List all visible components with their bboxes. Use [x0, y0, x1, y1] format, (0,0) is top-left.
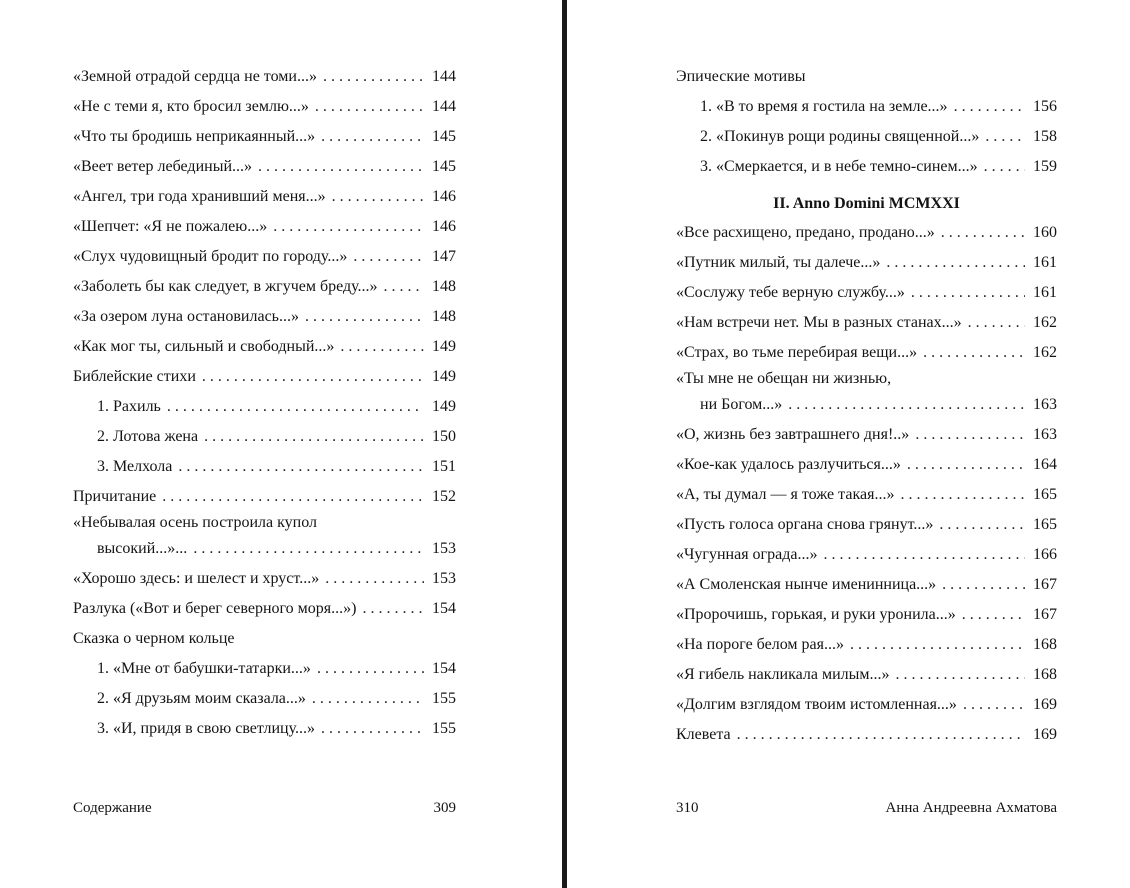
toc-entry-continuation	[73, 534, 456, 564]
toc-entry-page: 161	[1033, 254, 1057, 271]
toc-entry-page: 162	[1033, 314, 1057, 331]
toc-entry-title: «На пороге белом рая...»	[676, 636, 844, 653]
toc-entry-title: «Что ты бродишь неприкаянный...»	[73, 128, 316, 145]
dot-leader	[915, 420, 1025, 450]
toc-entry-title: 2. «Покинув рощи родины священной...»	[700, 128, 980, 145]
dot-leader	[202, 362, 424, 392]
toc-entry-title: «Заболеть бы как следует, в жгучем бреду...»	[73, 278, 378, 295]
dot-leader	[907, 450, 1025, 480]
toc-entry	[676, 720, 1057, 750]
dot-leader	[325, 564, 424, 594]
toc-entry-page: 154	[432, 600, 456, 617]
toc-subentry	[73, 452, 456, 482]
toc-entry-page: 168	[1033, 636, 1057, 653]
toc-subentry	[73, 714, 456, 744]
toc-entry-page: 156	[1033, 98, 1057, 115]
dot-leader	[162, 482, 424, 512]
dot-leader	[384, 272, 424, 302]
book-spine-divider	[562, 0, 567, 888]
toc-entry	[676, 338, 1057, 368]
toc-entry-title: 2. Лотова жена	[97, 428, 199, 445]
toc-entry-title: 1. «В то время я гостила на земле...»	[700, 98, 948, 115]
toc-entry-page: 145	[432, 128, 456, 145]
dot-leader	[323, 62, 424, 92]
toc-entry-page: 165	[1033, 516, 1057, 533]
toc-entry-page: 155	[432, 720, 456, 737]
dot-leader	[984, 152, 1025, 182]
toc-entry-continuation	[676, 390, 1057, 420]
dot-leader	[941, 218, 1025, 248]
toc-entry-page: 168	[1033, 666, 1057, 683]
toc-entry	[676, 510, 1057, 540]
dot-leader	[315, 92, 424, 122]
dot-leader	[178, 452, 424, 482]
toc-entry-title: «Шепчет: «Я не пожалею...»	[73, 218, 268, 235]
toc-entry-page: 148	[432, 308, 456, 325]
toc-entry-page: 162	[1033, 344, 1057, 361]
toc-entry-title: «А Смоленская нынче именинница...»	[676, 576, 937, 593]
toc-entry-page: 154	[432, 660, 456, 677]
dot-leader	[312, 684, 424, 714]
toc-subentry	[676, 152, 1057, 182]
toc-entry-page: 149	[432, 398, 456, 415]
section-heading: II. Anno Domini MCMXXI	[773, 195, 960, 212]
dot-leader	[823, 540, 1025, 570]
dot-leader	[340, 332, 424, 362]
toc-entry	[676, 690, 1057, 720]
toc-entry-title: «Пусть голоса органа снова грянут...»	[676, 516, 934, 533]
toc-entry-page: 155	[432, 690, 456, 707]
right-page	[568, 0, 1130, 888]
toc-entry-title: «Земной отрадой сердца не томи...»	[73, 68, 317, 85]
page-number: 310	[676, 800, 699, 816]
dot-leader	[167, 392, 424, 422]
toc-entry-page: 169	[1033, 726, 1057, 743]
toc-group-heading: Сказка о черном кольце	[73, 630, 235, 647]
dot-leader	[954, 92, 1025, 122]
toc-entry-title: «Как мог ты, сильный и свободный...»	[73, 338, 335, 355]
toc-entry	[676, 570, 1057, 600]
toc-entry-title: «Слух чудовищный бродит по городу...»	[73, 248, 348, 265]
dot-leader	[317, 654, 424, 684]
dot-leader	[321, 714, 424, 744]
toc-subentry	[676, 92, 1057, 122]
toc-entry	[676, 660, 1057, 690]
toc-entry-title: «Веет ветер лебединый...»	[73, 158, 253, 175]
toc-entry-page: 164	[1033, 456, 1057, 473]
toc-entry-page: 147	[432, 248, 456, 265]
toc-entry-title: «А, ты думал — я тоже такая...»	[676, 486, 895, 503]
toc-entry	[73, 482, 456, 512]
toc-entry-title-cont: ни Богом...»	[700, 396, 783, 413]
toc-entry-page: 148	[432, 278, 456, 295]
toc-entry-title: «За озером луна остановилась...»	[73, 308, 299, 325]
dot-leader	[896, 660, 1026, 690]
page-number: 309	[433, 800, 456, 816]
toc-entry-title: «Хорошо здесь: и шелест и хруст...»	[73, 570, 320, 587]
dot-leader	[204, 422, 424, 452]
toc-entry-title-cont: высокий...»...	[97, 540, 188, 557]
toc-entry	[73, 362, 456, 392]
toc-entry-title: «Все расхищено, предано, продано...»	[676, 224, 935, 241]
toc-entry-title: «Страх, во тьме перебирая вещи...»	[676, 344, 918, 361]
dot-leader	[305, 302, 424, 332]
toc-entry-title: «Пророчишь, горькая, и руки уронила...»	[676, 606, 956, 623]
toc-entry-page: 163	[1033, 396, 1057, 413]
toc-entry-page: 146	[432, 218, 456, 235]
toc-entry-page: 161	[1033, 284, 1057, 301]
toc-entry	[676, 420, 1057, 450]
dot-leader	[332, 182, 424, 212]
toc-entry	[676, 218, 1057, 248]
toc-entry	[676, 308, 1057, 338]
toc-subentry	[73, 392, 456, 422]
toc-entry-title: «Ты мне не обещан ни жизнью,	[676, 370, 892, 387]
toc-entry-title: 1. «Мне от бабушки-татарки...»	[97, 660, 311, 677]
toc-entry	[676, 450, 1057, 480]
toc-entry	[676, 248, 1057, 278]
dot-leader	[353, 242, 424, 272]
dot-leader	[788, 390, 1025, 420]
toc-entry	[73, 182, 456, 212]
toc-subentry	[73, 654, 456, 684]
toc-entry	[73, 92, 456, 122]
toc-entry-page: 152	[432, 488, 456, 505]
toc-entry-title: Клевета	[676, 726, 731, 743]
toc-entry	[73, 122, 456, 152]
toc-list-left	[73, 62, 456, 744]
toc-entry-page: 144	[432, 98, 456, 115]
dot-leader	[850, 630, 1025, 660]
toc-entry	[73, 152, 456, 182]
toc-entry-page: 158	[1033, 128, 1057, 145]
dot-leader	[968, 308, 1025, 338]
toc-entry	[676, 480, 1057, 510]
toc-entry	[676, 630, 1057, 660]
toc-entry	[676, 540, 1057, 570]
toc-entry-page: 150	[432, 428, 456, 445]
toc-entry-page: 144	[432, 68, 456, 85]
toc-entry-page: 153	[432, 570, 456, 587]
toc-entry	[73, 594, 456, 624]
toc-entry-title: 3. «Смеркается, и в небе темно-синем...»	[700, 158, 978, 175]
dot-leader	[942, 570, 1025, 600]
toc-entry-page: 167	[1033, 576, 1057, 593]
toc-subentry	[676, 122, 1057, 152]
toc-entry-page: 149	[432, 338, 456, 355]
toc-entry	[73, 62, 456, 92]
toc-entry-page: 145	[432, 158, 456, 175]
dot-leader	[258, 152, 424, 182]
toc-entry	[676, 600, 1057, 630]
toc-entry-title: Причитание	[73, 488, 157, 505]
dot-leader	[321, 122, 424, 152]
toc-entry	[676, 368, 1057, 420]
toc-entry-page: 169	[1033, 696, 1057, 713]
toc-entry-title: 2. «Я друзьям моим сказала...»	[97, 690, 306, 707]
toc-entry-title: Библейские стихи	[73, 368, 196, 385]
toc-entry	[676, 278, 1057, 308]
dot-leader	[939, 510, 1025, 540]
toc-entry-title: «Нам встречи нет. Мы в разных станах...»	[676, 314, 962, 331]
toc-list-right	[676, 62, 1057, 750]
toc-entry	[73, 272, 456, 302]
toc-entry-page: 166	[1033, 546, 1057, 563]
toc-entry-title: «Я гибель накликала милым...»	[676, 666, 890, 683]
toc-entry	[73, 302, 456, 332]
toc-subentry	[73, 684, 456, 714]
toc-entry-title: «Кое-как удалось разлучиться...»	[676, 456, 901, 473]
dot-leader	[193, 534, 424, 564]
dot-leader	[911, 278, 1025, 308]
toc-entry-title: «Небывалая осень построила купол	[73, 514, 318, 531]
toc-entry	[73, 512, 456, 564]
dot-leader	[737, 720, 1025, 750]
toc-entry-page: 149	[432, 368, 456, 385]
toc-entry-page: 146	[432, 188, 456, 205]
dot-leader	[923, 338, 1025, 368]
toc-entry-title: «Чугунная ограда...»	[676, 546, 818, 563]
toc-entry-page: 167	[1033, 606, 1057, 623]
dot-leader	[985, 122, 1025, 152]
dot-leader	[273, 212, 424, 242]
toc-subentry	[73, 422, 456, 452]
toc-entry-title: 3. «И, придя в свою светлицу...»	[97, 720, 315, 737]
left-page	[0, 0, 562, 888]
toc-entry-title: «О, жизнь без завтрашнего дня!..»	[676, 426, 910, 443]
toc-entry-page: 151	[432, 458, 456, 475]
toc-entry-title: 1. Рахиль	[97, 398, 161, 415]
dot-leader	[886, 248, 1025, 278]
toc-entry-page: 165	[1033, 486, 1057, 503]
toc-entry-title: «Долгим взглядом твоим истомленная...»	[676, 696, 957, 713]
dot-leader	[962, 600, 1025, 630]
toc-entry-page: 160	[1033, 224, 1057, 241]
toc-entry-page: 159	[1033, 158, 1057, 175]
running-footer-label: Содержание	[73, 800, 152, 816]
toc-entry	[73, 242, 456, 272]
toc-entry-page: 153	[432, 540, 456, 557]
toc-entry-title: «Сослужу тебе верную службу...»	[676, 284, 905, 301]
dot-leader	[900, 480, 1025, 510]
toc-entry-title: «Путник милый, ты далече...»	[676, 254, 881, 271]
toc-entry-title: 3. Мелхола	[97, 458, 173, 475]
toc-entry-title: «Не с теми я, кто бросил землю...»	[73, 98, 309, 115]
running-footer-author: Анна Андреевна Ахматова	[885, 800, 1057, 816]
toc-entry-page: 163	[1033, 426, 1057, 443]
dot-leader	[362, 594, 424, 624]
toc-entry-title: «Ангел, три года хранивший меня...»	[73, 188, 326, 205]
toc-group-heading: Эпические мотивы	[676, 68, 806, 85]
toc-entry	[73, 212, 456, 242]
dot-leader	[963, 690, 1025, 720]
toc-entry-title: Разлука («Вот и берег северного моря...»)	[73, 600, 357, 617]
toc-entry	[73, 564, 456, 594]
toc-entry	[73, 332, 456, 362]
